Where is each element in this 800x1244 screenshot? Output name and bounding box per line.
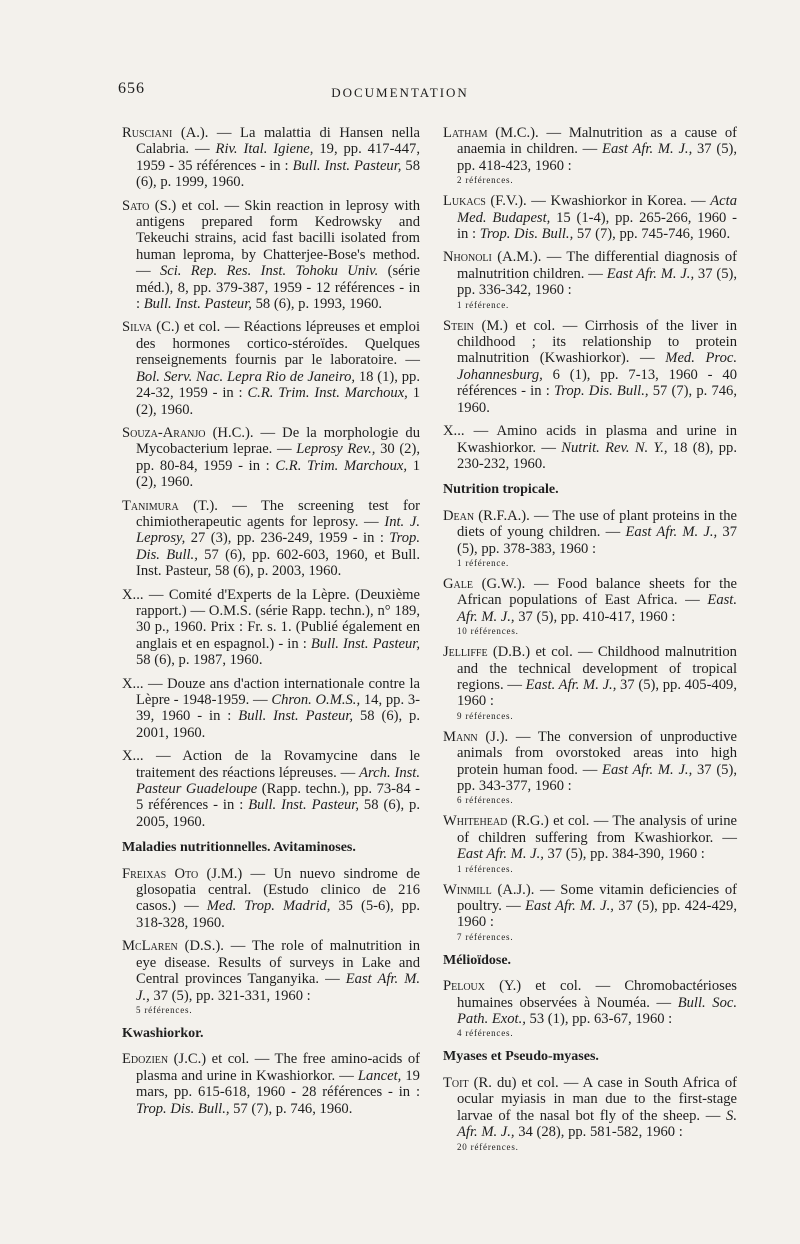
entry-reference-count: 2 références. — [457, 175, 514, 186]
entry-author: Lukacs — [443, 193, 486, 210]
entry-details: 30 (2), pp. 80-84, 1959 - in : — [136, 441, 420, 474]
entry-source: Acta Med. Budapest, — [457, 193, 737, 226]
entry-initials: (G.W.). — [481, 575, 526, 592]
entry-author: X... — [122, 675, 144, 692]
entry-reference-count: 1 références. — [457, 863, 514, 874]
entry-details: 15 (1-4), pp. 265-266, 1960 - in : — [457, 209, 737, 243]
entry-title: — The role of malnutrition in eye disease. Results of surveys in Lake and Central provinces Tanganyika. — — [136, 938, 420, 988]
entry-source-secondary: Trop. Dis. Bull., — [136, 530, 420, 563]
entry-details-secondary: 58 (6), p. 2001, 1960. — [136, 708, 420, 741]
entry-initials: (J.M.) — [206, 865, 243, 882]
bibliography-entry — [443, 644, 737, 722]
bibliography-entry — [122, 319, 420, 417]
entry-reference-count: 6 références. — [457, 795, 514, 806]
entry-source: Bull. Inst. Pasteur, — [310, 635, 420, 652]
entry-initials: (J.). — [485, 728, 509, 745]
entry-title: — Food balance sheets for the African populations of East Africa. — — [457, 575, 737, 609]
entry-title: — The screening test for chimiotherapeutic agents for leprosy. — — [136, 497, 420, 530]
entry-title: — De la morphologie du Mycobacterium leprae. — — [136, 424, 421, 458]
entry-source: Bull. Soc. Path. Exot., — [457, 994, 738, 1028]
entry-initials: (M.) et col. — [481, 317, 556, 334]
entry-author: X... — [122, 586, 144, 603]
entry-source-secondary: Bull. Inst. Pasteur, — [248, 797, 359, 814]
entry-source: Sci. Rep. Res. Inst. Tohoku Univ. — [159, 263, 379, 280]
entry-title: — The differential diagnosis of malnutrition children. — — [457, 249, 737, 282]
entry-source-secondary: Trop. Dis. Bull., — [479, 226, 574, 243]
entry-initials: (T.). — [193, 497, 218, 514]
entry-source-secondary: C.R. Trim. Inst. Marchoux, — [247, 385, 408, 402]
entry-details: (Rapp. techn.), pp. 73-84 - 5 références - in : — [136, 781, 420, 814]
entry-title: — Action de la Rovamycine dans le traitement des réactions lépreuses. — — [136, 748, 420, 781]
bibliography-entry — [122, 198, 420, 313]
entry-author: Winmill — [443, 881, 492, 898]
entry-author: McLaren — [122, 938, 178, 955]
entry-author: Sato — [122, 197, 150, 214]
entry-source: East Afr. M. J., — [525, 898, 614, 915]
entry-title: — Childhood malnutrition and the technical development of tropical regions. — — [457, 644, 737, 693]
entry-title: — The analysis of urine of children suffering from Kwashiorkor. — — [457, 813, 737, 846]
entry-source: Riv. Ital. Igiene, — [215, 141, 314, 158]
page-number: 656 — [118, 80, 145, 97]
entry-title: — Amino acids in plasma and urine in Kwashiorkor. — — [457, 423, 737, 456]
entry-source: Bol. Serv. Nac. Lepra Rio de Janeiro, — [136, 368, 356, 385]
entry-source: East. Afr. M. J., — [457, 592, 737, 625]
bibliography-entry — [443, 576, 737, 637]
entry-author: Freixas Oto — [122, 865, 199, 882]
entry-author: Peloux — [443, 978, 485, 995]
entry-initials: (A.M.). — [497, 249, 542, 266]
entry-source-secondary: C.R. Trim. Marchoux, — [275, 457, 408, 474]
entry-reference-count: 5 références. — [136, 1004, 193, 1015]
entry-initials: (S.) et col. — [154, 197, 220, 214]
bibliography-entry — [122, 1051, 420, 1117]
entry-source: Nutrit. Rev. N. Y., — [561, 439, 668, 456]
bibliography-entry — [443, 813, 737, 874]
entry-details: 37 (5), pp. 384-390, 1960 : — [543, 846, 705, 863]
entry-details: 27 (3), pp. 236-249, 1959 - in : — [185, 530, 390, 547]
entry-source-secondary: Trop. Dis. Bull., — [136, 1100, 230, 1117]
entry-details: 37 (5), pp. 410-417, 1960 : — [514, 608, 676, 625]
entry-details: 37 (5), pp. 405-409, 1960 : — [457, 676, 737, 710]
entry-details: 37 (5), pp. 378-383, 1960 : — [457, 524, 737, 557]
entry-reference-count: 4 références. — [457, 1028, 514, 1039]
entry-details: 37 (5), pp. 424-429, 1960 : — [457, 898, 737, 931]
entry-details: 58 (6), p. 1987, 1960. — [136, 652, 263, 669]
left-column — [122, 125, 420, 1124]
running-title: DOCUMENTATION — [331, 85, 469, 100]
entry-source: Arch. Inst. Pasteur Guadeloupe — [136, 764, 420, 798]
bibliography-entry — [443, 423, 737, 472]
entry-author: X... — [443, 423, 465, 440]
entry-source: Med. Proc. Johannesburg, — [457, 350, 737, 383]
entry-source: Chron. O.M.S., — [271, 692, 361, 708]
entry-source-secondary: Bull. Inst. Pasteur, — [238, 708, 354, 725]
section-heading: Myases et Pseudo-myases. — [443, 1049, 599, 1065]
section-heading: Mélioïdose. — [443, 952, 512, 968]
bibliography-entry — [122, 938, 420, 1016]
entry-source: Med. Trop. Madrid, — [206, 898, 331, 915]
entry-author: Gale — [443, 575, 473, 592]
entry-reference-count: 9 références. — [457, 710, 514, 721]
section-heading: Nutrition tropicale. — [443, 482, 559, 498]
entry-details: (série méd.), 8, pp. 379-387, 1959 - 12 références - in : — [136, 263, 420, 313]
entry-initials: (D.S.). — [184, 938, 224, 955]
bibliography-entry — [122, 425, 420, 491]
entry-initials: (F.V.). — [490, 193, 527, 210]
entry-author: Whitehead — [443, 813, 508, 830]
entry-author: Mann — [443, 728, 478, 745]
right-column — [443, 125, 737, 1160]
entry-source: East Afr. M. J., — [606, 265, 695, 282]
entry-initials: (R.F.A.). — [478, 507, 530, 524]
entry-title: — Comité d'Experts de la Lèpre. (Deuxième rapport.) — O.M.S. (série Rapp. techn.), n° 189, 30 p., 1960. Prix : Fr. s. 1. (Publié également en anglais et en espagnol.) - in : — [136, 586, 420, 652]
entry-initials: (J.C.) et col. — [173, 1051, 250, 1068]
entry-title: — Kwashiorkor in Korea. — — [526, 193, 711, 210]
entry-author: Jelliffe — [443, 644, 488, 661]
entry-details: 19 mars, pp. 615-618, 1960 - 28 références - in : — [136, 1067, 420, 1101]
entry-details: 14, pp. 3-39, 1960 - in : — [136, 692, 420, 725]
entry-title: — The free amino-acids of plasma and urine in Kwashiorkor. — — [136, 1051, 420, 1084]
entry-details-secondary: 1 (2), 1960. — [136, 457, 420, 491]
bibliography-entry — [443, 508, 737, 569]
entry-source: East Afr. M. J., — [602, 761, 693, 778]
bibliography-entry — [443, 882, 737, 943]
entry-reference-count: 7 références. — [457, 931, 514, 942]
entry-reference-count: 10 références. — [457, 626, 519, 637]
entry-details: 37 (5), pp. 418-423, 1960 : — [457, 141, 737, 174]
entry-author: Tanimura — [122, 497, 179, 514]
bibliography-entry — [122, 498, 420, 580]
entry-source: Lancet, — [357, 1067, 402, 1084]
entry-details: 34 (28), pp. 581-582, 1960 : — [514, 1124, 683, 1141]
entry-title: — Skin reaction in leprosy with antigens prepared form Kedrowsky and Tekeuchi strains, acid fast bacilli isolated from human leproma, by Chatterjee-Bose's method. — — [136, 197, 420, 280]
entry-source: S. Afr. M. J., — [457, 1107, 737, 1141]
entry-title: — The conversion of unproductive animals from ovorstoked areas into high protein human food. — — [457, 728, 738, 778]
entry-details: 19, pp. 417-447, 1959 - 35 références - in : — [136, 141, 420, 174]
entry-source: East Afr. M. J., — [136, 971, 420, 1004]
entry-details-secondary: 58 (6), p. 2005, 1960. — [136, 797, 421, 830]
entry-details-secondary: 58 (6), p. 1993, 1960. — [251, 296, 383, 313]
entry-title: — Un nuevo sindrome de glosopatia central. (Estudo clinico de 216 casos.) — — [136, 865, 420, 915]
entry-reference-count: 1 référence. — [457, 299, 510, 310]
entry-title: — Douze ans d'action internationale contre la Lèpre - 1948-1959. — — [136, 675, 420, 708]
entry-title: — Cirrhosis of the liver in childhood ; its relationship to protein malnutrition (Kwashiorkor). — — [457, 317, 737, 367]
entry-author: Souza-Aranjo — [122, 424, 206, 441]
entry-author: Silva — [122, 319, 152, 336]
section-heading: Maladies nutritionnelles. Avitaminoses. — [122, 840, 356, 856]
entry-author: Toit — [443, 1074, 469, 1091]
entry-initials: (D.B.) et col. — [492, 644, 573, 661]
entry-author: X... — [122, 748, 144, 765]
bibliography-entry — [443, 318, 737, 416]
bibliography-entry — [122, 866, 420, 932]
entry-title: — Chromobactérioses humaines observées à Nouméa. — — [457, 978, 737, 1011]
bibliography-entry — [122, 676, 420, 742]
bibliography-entry — [443, 1075, 737, 1153]
entry-author: Dean — [443, 507, 475, 524]
entry-details-secondary: 57 (7), p. 746, 1960. — [229, 1100, 353, 1117]
entry-details-secondary: 1 (2), 1960. — [136, 385, 420, 418]
entry-source: Int. J. Leprosy, — [136, 513, 420, 547]
entry-source-secondary: Trop. Dis. Bull., — [553, 383, 649, 400]
entry-details: 18 (8), pp. 230-232, 1960. — [457, 439, 737, 472]
entry-reference-count: 20 références. — [457, 1141, 519, 1152]
entry-source: East. Afr. M. J., — [525, 676, 617, 693]
entry-title: — Malnutrition as a cause of anaemia in children. — — [457, 125, 737, 158]
entry-source: East Afr. M. J., — [602, 141, 693, 158]
entry-initials: (M.C.). — [495, 125, 539, 141]
bibliography-entry — [443, 978, 737, 1039]
entry-details-secondary: 58 (6), p. 1999, 1960. — [136, 157, 420, 191]
entry-source-secondary: Bull. Inst. Pasteur, — [292, 157, 402, 174]
entry-author: Rusciani — [122, 125, 173, 141]
bibliography-entry — [443, 729, 737, 807]
entry-details: 18 (1), pp. 24-32, 1959 - in : — [136, 368, 420, 402]
bibliography-entry — [122, 125, 420, 191]
entry-source: Leprosy Rev., — [296, 441, 376, 458]
entry-title: — La malattia di Hansen nella Calabria. — — [136, 125, 420, 158]
bibliography-entry — [443, 249, 737, 310]
entry-details: 35 (5-6), pp. 318-328, 1960. — [136, 898, 421, 931]
bibliography-entry — [443, 125, 737, 186]
entry-initials: (R.G.) et col. — [511, 813, 590, 830]
entry-details-secondary: 57 (7), p. 746, 1960. — [457, 383, 737, 416]
entry-details: 37 (5), pp. 336-342, 1960 : — [457, 265, 737, 299]
entry-author: Nhonoli — [443, 249, 492, 266]
entry-author: Edozien — [122, 1051, 169, 1068]
entry-reference-count: 1 référence. — [457, 557, 510, 568]
entry-details-secondary: 57 (6), pp. 602-603, 1960, et Bull. Inst. Pasteur, 58 (6), p. 2003, 1960. — [136, 546, 420, 580]
entry-initials: (H.C.). — [212, 424, 254, 441]
bibliography-entry — [122, 748, 420, 830]
entry-author: Latham — [443, 125, 488, 141]
entry-initials: (R. du) et col. — [473, 1074, 559, 1091]
entry-initials: (Y.) et col. — [499, 978, 582, 995]
entry-source-secondary: Bull. Inst. Pasteur, — [143, 296, 252, 313]
bibliography-entry — [122, 587, 420, 669]
entry-initials: (C.) et col. — [156, 319, 221, 336]
entry-details: 6 (1), pp. 7-13, 1960 - 40 références - in : — [457, 366, 737, 400]
entry-title: — Some vitamin deficiencies of poultry. — — [457, 881, 737, 915]
entry-details: 53 (1), pp. 63-67, 1960 : — [525, 1011, 673, 1028]
entry-source: East Afr. M. J., — [625, 524, 718, 541]
entry-author: Stein — [443, 317, 474, 334]
entry-details-secondary: 57 (7), pp. 745-746, 1960. — [573, 226, 731, 243]
bibliography-entry — [443, 193, 737, 242]
entry-initials: (A.J.). — [497, 881, 535, 898]
section-heading: Kwashiorkor. — [122, 1025, 204, 1041]
entry-title: — The use of plant proteins in the diets of young children. — — [457, 507, 737, 541]
entry-title: — Réactions lépreuses et emploi des hormones cortico-stéroïdes. Quelques renseignements fournis par le laboratoire. — — [136, 319, 420, 369]
entry-initials: (A.). — [180, 125, 209, 141]
entry-details: 37 (5), pp. 343-377, 1960 : — [457, 761, 737, 794]
entry-details: 37 (5), pp. 321-331, 1960 : — [149, 987, 311, 1004]
entry-title: — A case in South Africa of ocular myiasis in man due to the first-stage larvae of the nasal bot fly of the sheep. — — [457, 1074, 737, 1124]
entry-source: East Afr. M. J., — [457, 846, 544, 863]
